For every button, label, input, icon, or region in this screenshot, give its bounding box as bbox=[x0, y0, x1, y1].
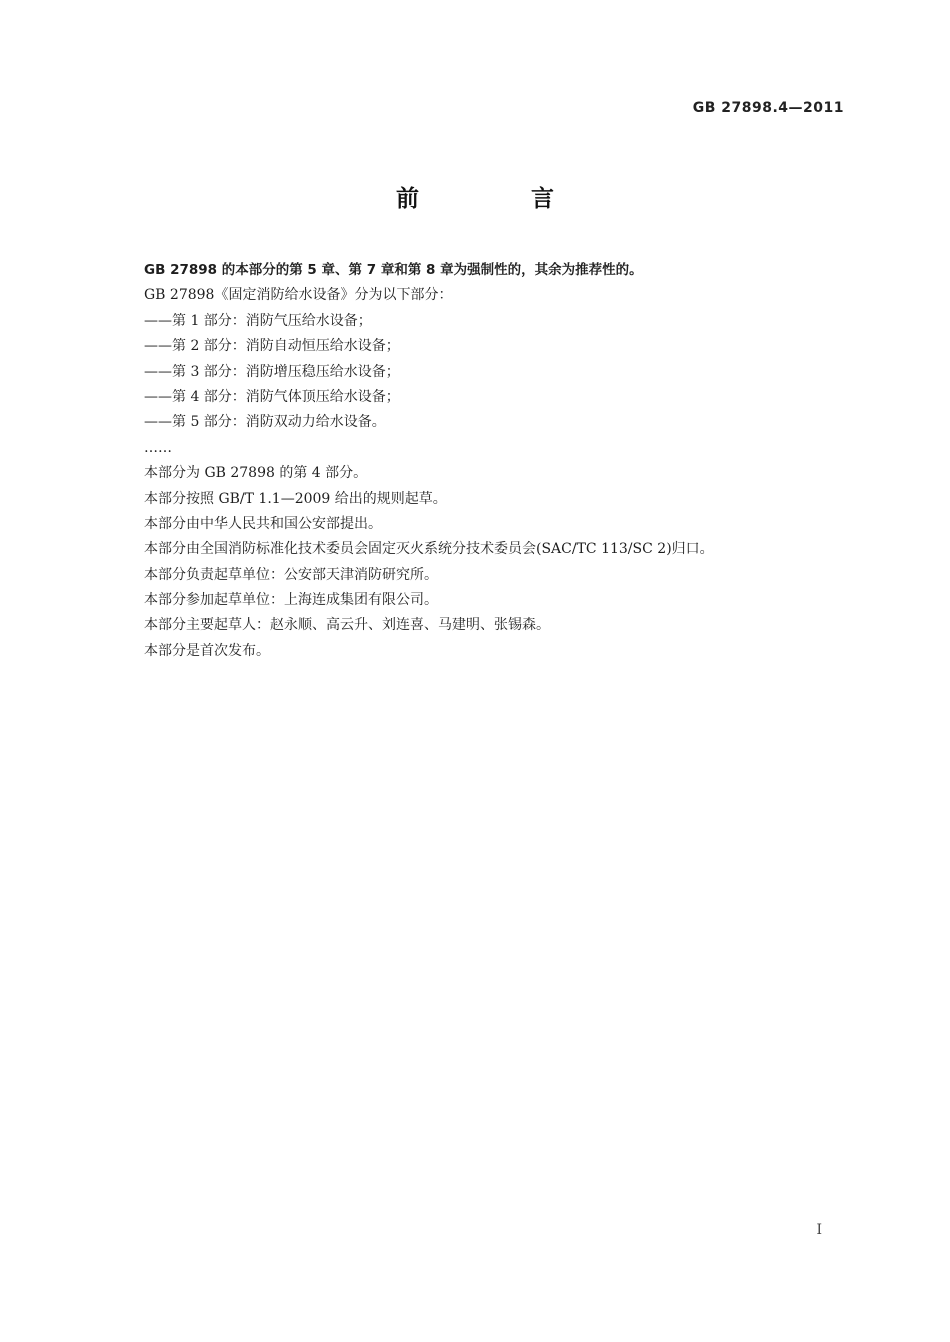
paragraph-main-drafters: 本部分主要起草人：赵永顺、高云升、刘连喜、马建明、张锡森。 bbox=[144, 617, 550, 634]
paragraph-participating-drafter: 本部分参加起草单位：上海连成集团有限公司。 bbox=[144, 592, 438, 609]
list-item-part-4: ——第 4 部分：消防气体顶压给水设备； bbox=[144, 388, 400, 405]
paragraph-part-number: 本部分为 GB 27898 的第 4 部分。 bbox=[144, 465, 368, 482]
page-number: I bbox=[816, 1222, 822, 1238]
list-item-part-2: ——第 2 部分：消防自动恒压给水设备； bbox=[144, 338, 400, 355]
body-text bbox=[144, 258, 844, 664]
list-item-part-3: ——第 3 部分：消防增压稳压给水设备； bbox=[144, 363, 400, 380]
paragraph-technical-committee: 本部分由全国消防标准化技术委员会固定灭火系统分技术委员会(SAC/TC 113/SC 2)归口。 bbox=[144, 541, 714, 558]
paragraph-proposed-by: 本部分由中华人民共和国公安部提出。 bbox=[144, 515, 382, 532]
paragraph-mandatory-clause: GB 27898 的本部分的第 5 章、第 7 章和第 8 章为强制性的，其余为推荐性的。 bbox=[144, 262, 643, 278]
paragraph-parts-intro: GB 27898《固定消防给水设备》分为以下部分： bbox=[144, 287, 453, 304]
list-ellipsis: …… bbox=[144, 439, 172, 456]
standard-code-header: GB 27898.4—2011 bbox=[692, 100, 844, 116]
paragraph-first-release: 本部分是首次发布。 bbox=[144, 642, 270, 659]
paragraph-drafting-rules: 本部分按照 GB/T 1.1—2009 给出的规则起草。 bbox=[144, 490, 447, 507]
list-item-part-5: ——第 5 部分：消防双动力给水设备。 bbox=[144, 414, 386, 431]
list-item-part-1: ——第 1 部分：消防气压给水设备； bbox=[144, 312, 372, 329]
page-title: 前 言 bbox=[395, 186, 606, 212]
paragraph-responsible-drafter: 本部分负责起草单位：公安部天津消防研究所。 bbox=[144, 566, 438, 583]
